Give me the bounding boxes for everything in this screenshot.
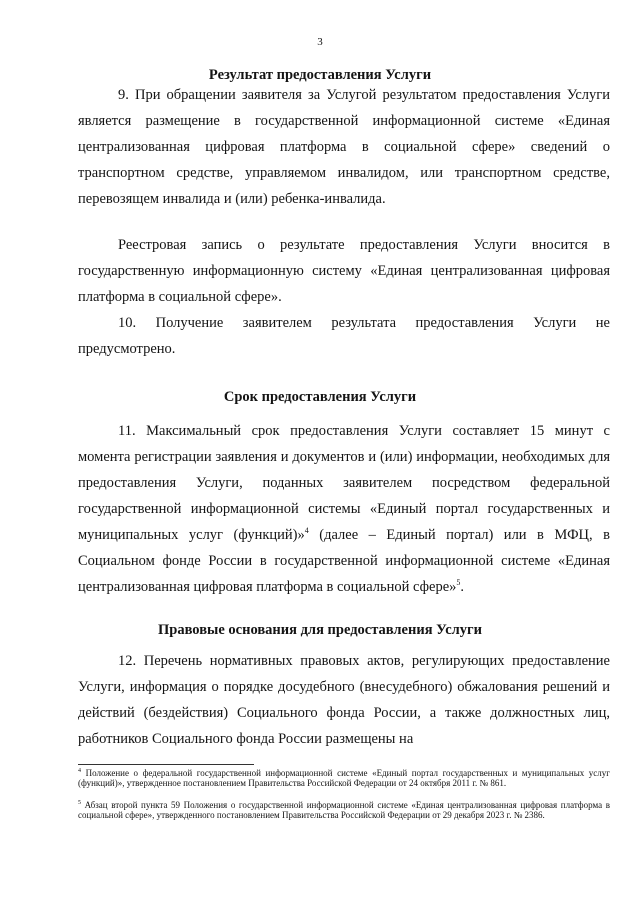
footnote-5-mark: 5: [78, 800, 81, 806]
paragraph-11: [78, 418, 610, 600]
footnote-4-mark: 4: [78, 768, 81, 774]
footnote-5: [78, 800, 610, 820]
footnote-ref-5: 5: [456, 578, 461, 588]
footnote-4-text: Положение о федеральной государственной информационной системе «Единый портал государственных и муниципальных услуг (функций)», утвержденное постановлением Правительства Российской Федерации от 24 октября 2011 г. № 861.: [78, 768, 610, 788]
section-heading-term: Срок предоставления Услуги: [223, 389, 417, 405]
footnote-divider: [78, 764, 254, 765]
paragraph-12: 12. Перечень нормативных правовых актов, регулирующих предоставление Услуги, информация о порядке досудебного (внесудебного) обжалования решений и действий (бездействия) Социального фонда России, а также должностных лиц, работников Социального фонда России размещены на: [78, 653, 610, 747]
paragraph-11-end: .: [460, 579, 465, 595]
paragraph-10: 10. Получение заявителем результата предоставления Услуги не предусмотрено.: [78, 315, 610, 357]
footnote-4: [78, 768, 610, 788]
paragraph-11-part-1: 11. Максимальный срок предоставления Услуги составляет 15 минут с момента регистрации заявления и документов и (или) информации, необходимых для предоставления Услуги, поданных заявителем посредством федеральной государственной информационной системы «Единый портал государственных и муниципальных услуг (функций)»: [78, 423, 610, 543]
footnote-ref-4: 4: [304, 526, 309, 536]
section-heading-result: Результат предоставления Услуги: [208, 67, 432, 83]
paragraph-9: 9. При обращении заявителя за Услугой результатом предоставления Услуги является размещение в государственной информационной системе «Единая централизованная цифровая платформа в социальной сфере» сведений о транспортном средстве, управляемом инвалидом, или транспортном средстве, перевозящем инвалида и (или) ребенка-инвалида.: [78, 87, 610, 207]
footnote-5-text: Абзац второй пункта 59 Положения о государственной информационной системе «Единая централизованная цифровая платформа в социальной сфере», утвержденного постановлением Правительства Российской Федерации от 29 декабря 2023 г. № 2386.: [78, 800, 610, 820]
paragraph-11-part-2: (далее – Единый портал) или в МФЦ, в Социальном фонде России в государственной информационной системе «Единая централизованная цифровая платформа в социальной сфере»: [78, 527, 610, 595]
paragraph-registry-record: Реестровая запись о результате предоставления Услуги вносится в государственную информационную систему «Единая централизованная цифровая платформа в социальной сфере».: [78, 237, 610, 305]
page-number: 3: [317, 36, 323, 48]
section-heading-legal-basis: Правовые основания для предоставления Услуги: [157, 622, 482, 638]
